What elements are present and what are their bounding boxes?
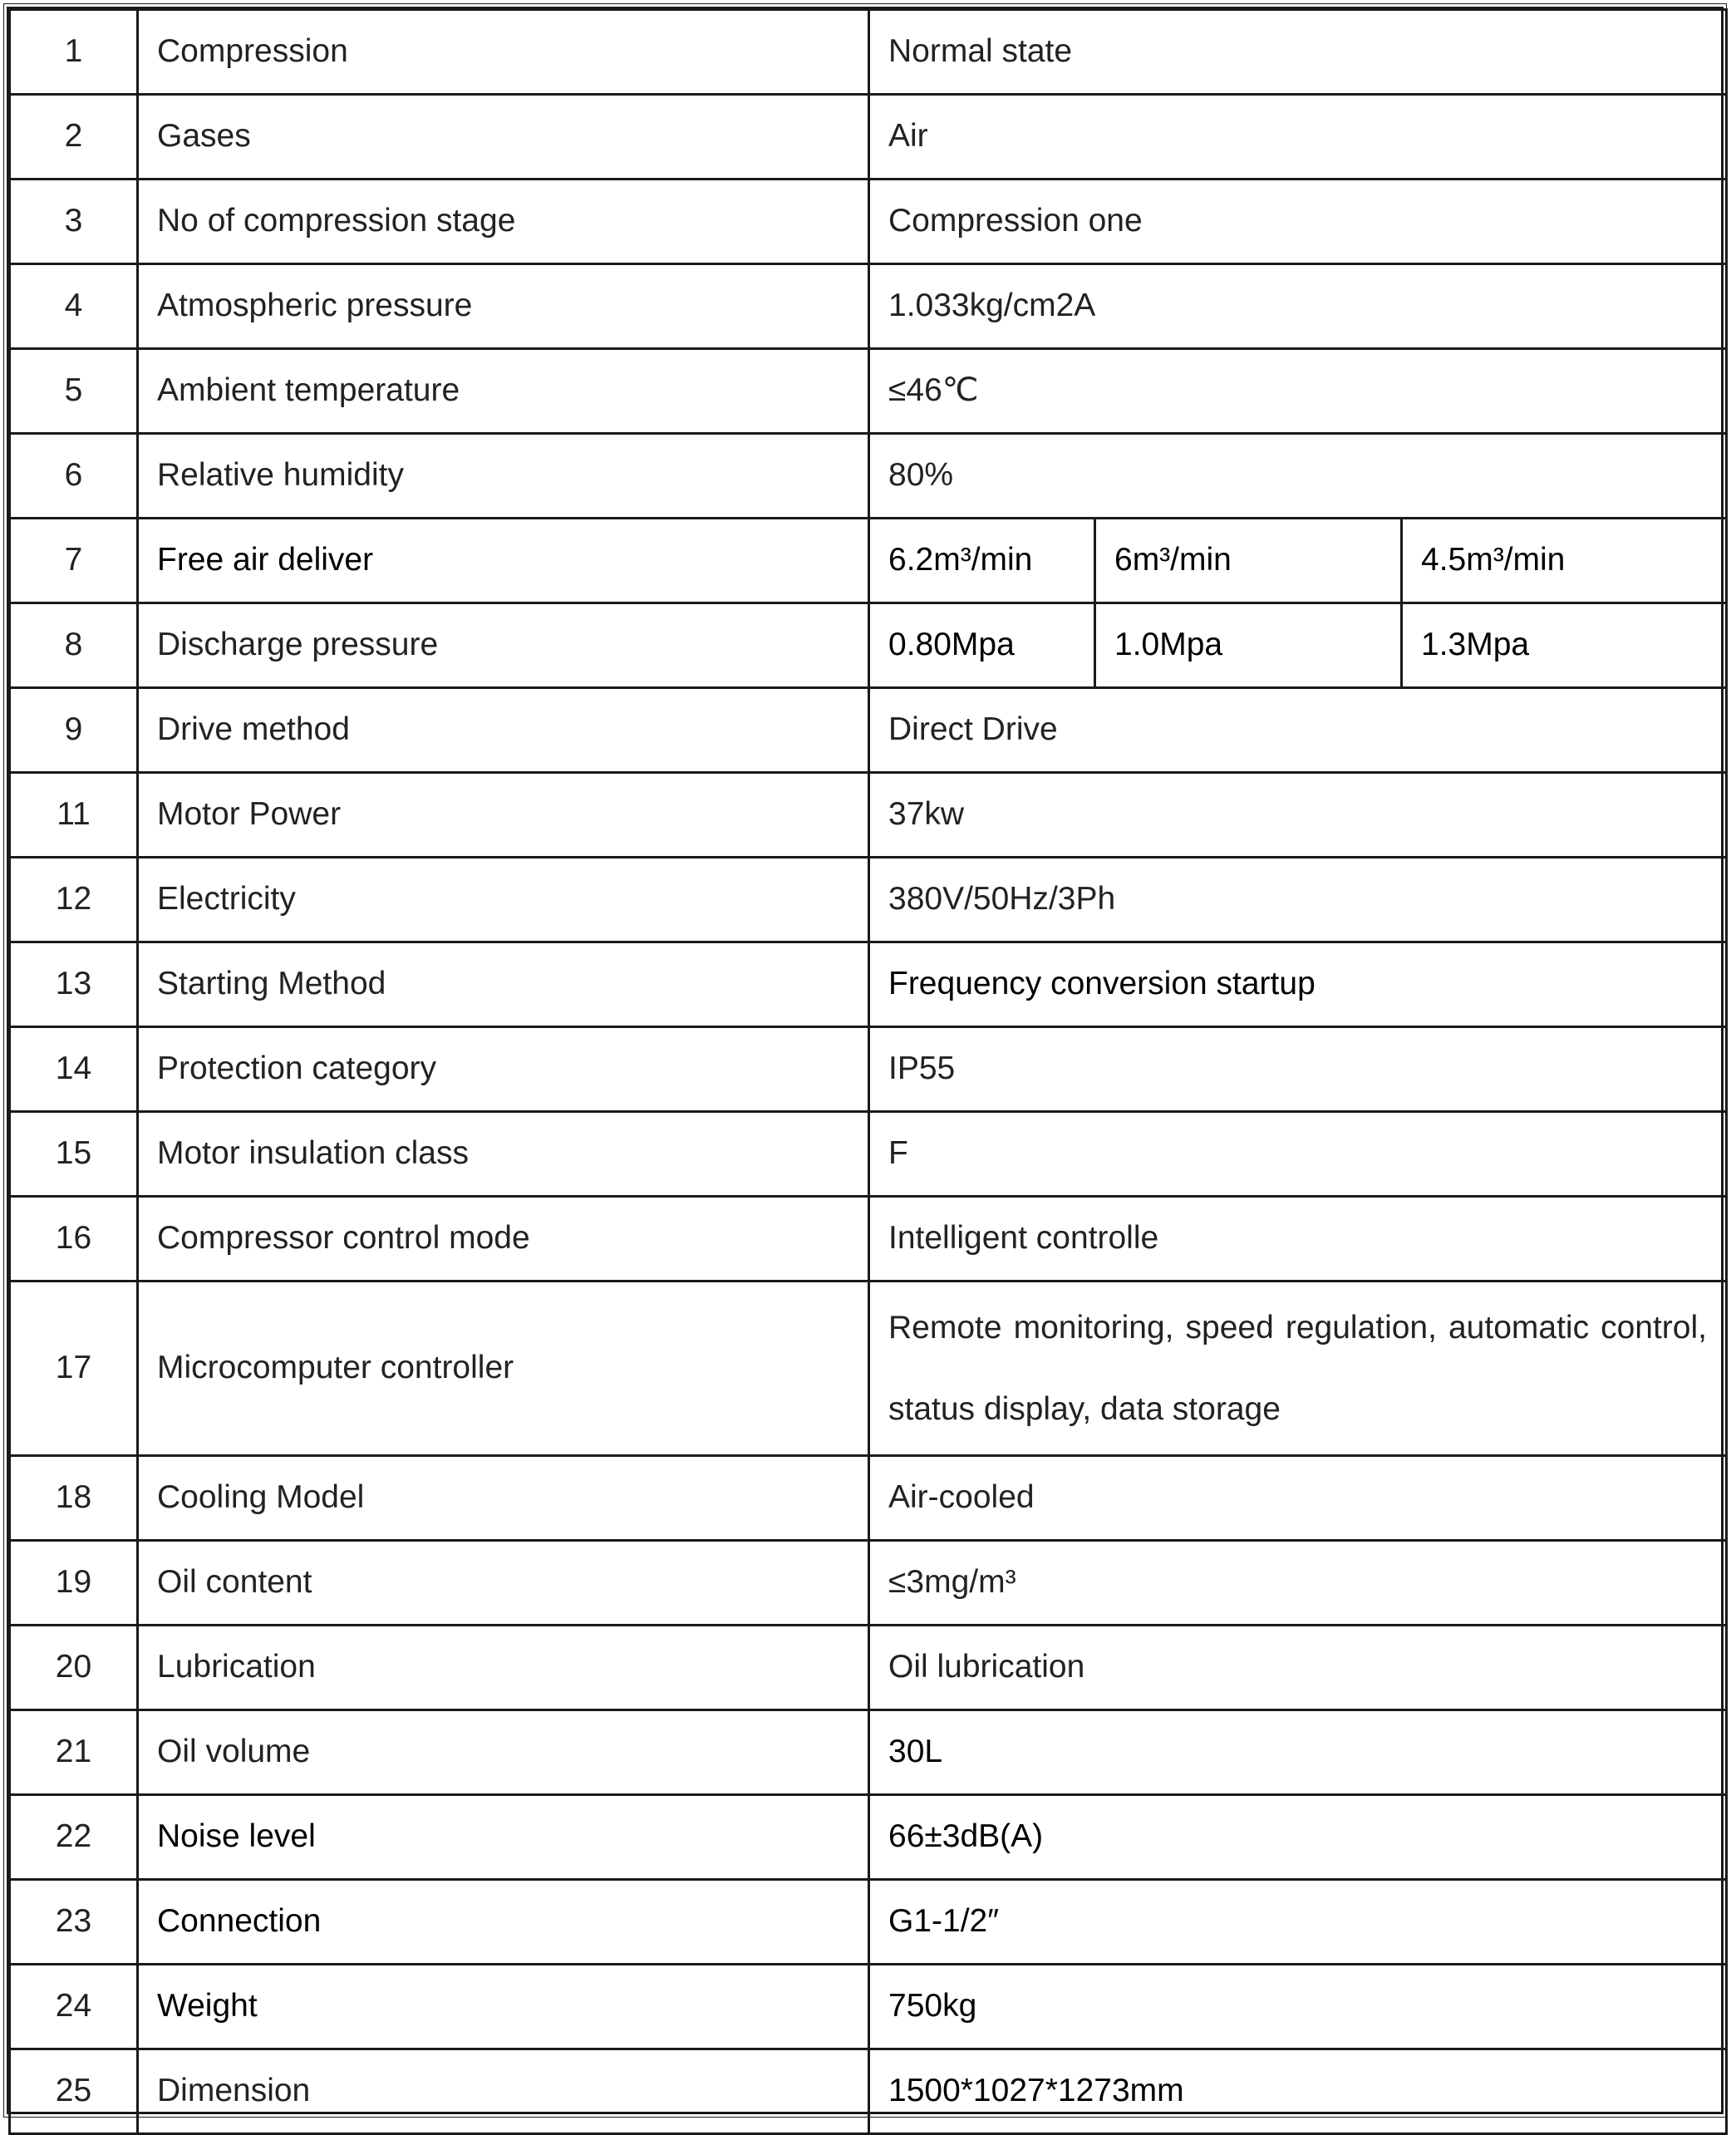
table-row	[10, 1281, 1727, 1456]
param-value: 66±3dB(A)	[869, 1795, 1727, 1880]
row-number: 6	[10, 434, 138, 519]
row-number: 13	[10, 942, 138, 1027]
param-name: Drive method	[138, 688, 869, 773]
param-name: Oil content	[138, 1541, 869, 1626]
param-name: Compressor control mode	[138, 1197, 869, 1281]
param-value: 1500*1027*1273mm	[869, 2049, 1727, 2134]
param-value: 4.5m³/min	[1402, 519, 1727, 603]
param-name: Free air deliver	[138, 519, 869, 603]
table-row	[10, 2049, 1727, 2134]
param-name: Protection category	[138, 1027, 869, 1112]
param-name: Weight	[138, 1965, 869, 2049]
param-value: Air	[869, 95, 1727, 180]
row-number: 19	[10, 1541, 138, 1626]
table-row	[10, 773, 1727, 858]
param-value: ≤3mg/m³	[869, 1541, 1727, 1626]
param-value: Frequency conversion startup	[869, 942, 1727, 1027]
table-row	[10, 1626, 1727, 1710]
param-value: 380V/50Hz/3Ph	[869, 858, 1727, 942]
param-value: 30L	[869, 1710, 1727, 1795]
row-number: 23	[10, 1880, 138, 1965]
row-number: 1	[10, 10, 138, 95]
param-name: Discharge pressure	[138, 603, 869, 688]
param-value: Intelligent controlle	[869, 1197, 1727, 1281]
table-row	[10, 1965, 1727, 2049]
param-value: Normal state	[869, 10, 1727, 95]
table-row	[10, 519, 1727, 603]
param-value: IP55	[869, 1027, 1727, 1112]
param-name: Atmospheric pressure	[138, 264, 869, 349]
row-number: 8	[10, 603, 138, 688]
table-row	[10, 1456, 1727, 1541]
param-value: F	[869, 1112, 1727, 1197]
row-number: 25	[10, 2049, 138, 2134]
param-name: Ambient temperature	[138, 349, 869, 434]
param-value: G1-1/2″	[869, 1880, 1727, 1965]
table-row	[10, 95, 1727, 180]
row-number: 7	[10, 519, 138, 603]
param-name: Compression	[138, 10, 869, 95]
row-number: 12	[10, 858, 138, 942]
param-name: No of compression stage	[138, 180, 869, 264]
table-row	[10, 349, 1727, 434]
param-value: Direct Drive	[869, 688, 1727, 773]
row-number: 4	[10, 264, 138, 349]
table-row	[10, 603, 1727, 688]
param-name: Gases	[138, 95, 869, 180]
table-row	[10, 1880, 1727, 1965]
row-number: 5	[10, 349, 138, 434]
param-name: Relative humidity	[138, 434, 869, 519]
param-value: 0.80Mpa	[869, 603, 1095, 688]
spec-table	[8, 8, 1728, 2135]
table-row	[10, 1027, 1727, 1112]
param-name: Cooling Model	[138, 1456, 869, 1541]
table-row	[10, 180, 1727, 264]
param-value: Remote monitoring, speed regulation, automatic control, status display, data storage	[869, 1281, 1727, 1456]
param-value: 750kg	[869, 1965, 1727, 2049]
table-row	[10, 1541, 1727, 1626]
table-row	[10, 688, 1727, 773]
param-value: ≤46℃	[869, 349, 1727, 434]
table-row	[10, 942, 1727, 1027]
table-row	[10, 858, 1727, 942]
param-value: Oil lubrication	[869, 1626, 1727, 1710]
row-number: 22	[10, 1795, 138, 1880]
table-row	[10, 1197, 1727, 1281]
param-name: Oil volume	[138, 1710, 869, 1795]
table-row	[10, 10, 1727, 95]
param-value: Compression one	[869, 180, 1727, 264]
row-number: 24	[10, 1965, 138, 2049]
table-row	[10, 1710, 1727, 1795]
param-name: Microcomputer controller	[138, 1281, 869, 1456]
table-row	[10, 434, 1727, 519]
param-name: Motor Power	[138, 773, 869, 858]
row-number: 14	[10, 1027, 138, 1112]
param-name: Connection	[138, 1880, 869, 1965]
row-number: 17	[10, 1281, 138, 1456]
row-number: 21	[10, 1710, 138, 1795]
row-number: 20	[10, 1626, 138, 1710]
param-name: Dimension	[138, 2049, 869, 2134]
row-number: 9	[10, 688, 138, 773]
param-value: 6m³/min	[1095, 519, 1402, 603]
row-number: 15	[10, 1112, 138, 1197]
param-value: 1.3Mpa	[1402, 603, 1727, 688]
param-name: Starting Method	[138, 942, 869, 1027]
row-number: 11	[10, 773, 138, 858]
table-row	[10, 1795, 1727, 1880]
param-name: Lubrication	[138, 1626, 869, 1710]
param-name: Electricity	[138, 858, 869, 942]
param-value: Air-cooled	[869, 1456, 1727, 1541]
row-number: 3	[10, 180, 138, 264]
table-row	[10, 264, 1727, 349]
param-value: 1.033kg/cm2A	[869, 264, 1727, 349]
row-number: 18	[10, 1456, 138, 1541]
row-number: 2	[10, 95, 138, 180]
row-number: 16	[10, 1197, 138, 1281]
param-value: 80%	[869, 434, 1727, 519]
param-value: 37kw	[869, 773, 1727, 858]
param-name: Noise level	[138, 1795, 869, 1880]
param-name: Motor insulation class	[138, 1112, 869, 1197]
table-row	[10, 1112, 1727, 1197]
param-value: 1.0Mpa	[1095, 603, 1402, 688]
param-value: 6.2m³/min	[869, 519, 1095, 603]
